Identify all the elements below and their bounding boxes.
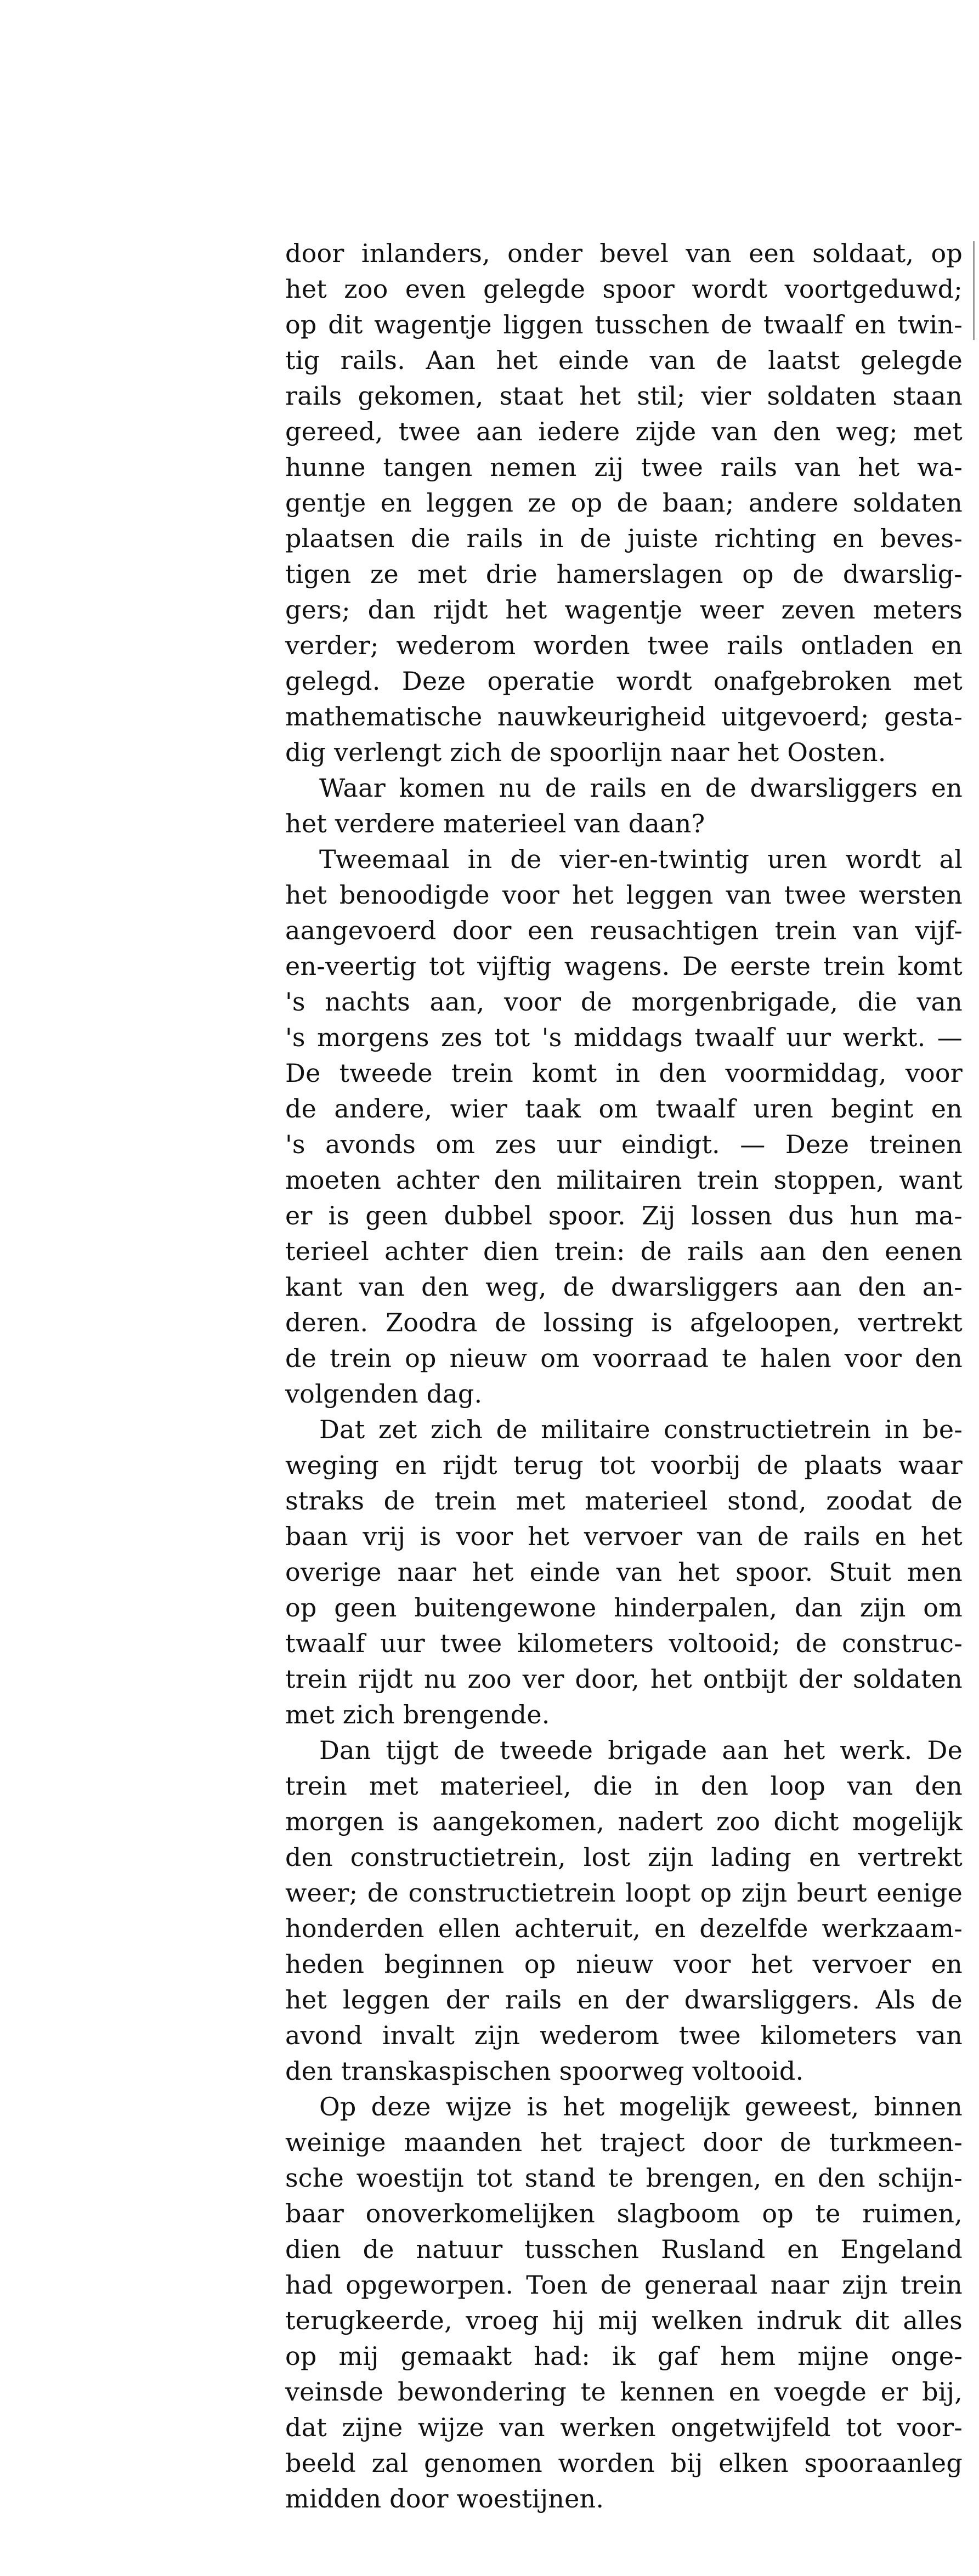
text-line: trein met materieel, die in den loop van den	[285, 1771, 963, 1801]
text-line: verder; wederom worden twee rails ontladen en	[285, 631, 963, 660]
text-line: 's morgens zes tot 's middags twaalf uur werkt. —	[285, 1023, 963, 1052]
text-line: op geen buitengewone hinderpalen, dan zijn om	[285, 1593, 963, 1622]
text-line: mathematische nauwkeurigheid uitgevoerd; gesta-	[285, 702, 963, 731]
text-line: straks de trein met materieel stond, zoodat de	[285, 1486, 963, 1516]
text-line: dien de natuur tusschen Rusland en Engeland	[285, 2234, 963, 2264]
text-line: baan vrij is voor het vervoer van de rails en het	[285, 1522, 963, 1551]
text-line: het verdere materieel van daan?	[285, 809, 705, 838]
text-line: tigen ze met drie hamerslagen op de dwarslig-	[285, 559, 963, 589]
text-line: weinige maanden het traject door de turkmeen-	[285, 2127, 963, 2157]
text-line: hunne tangen nemen zij twee rails van het wa-	[285, 452, 963, 482]
text-line: de andere, wier taak om twaalf uren begint en	[285, 1094, 963, 1124]
text-line: den transkaspischen spoorweg voltooid.	[285, 2056, 804, 2086]
text-line: 's nachts aan, voor de morgenbrigade, die van	[285, 987, 963, 1017]
text-line: moeten achter den militairen trein stoppen, want	[285, 1165, 963, 1195]
text-line: plaatsen die rails in de juiste richting en beves-	[285, 524, 963, 553]
text-line: Dan tijgt de tweede brigade aan het werk. De	[319, 1735, 963, 1765]
text-line: gentje en leggen ze op de baan; andere soldaten	[285, 488, 963, 518]
text-line: midden door woestijnen.	[285, 2484, 604, 2513]
text-line: twaalf uur twee kilometers voltooid; de construc-	[285, 1629, 963, 1658]
text-line: deren. Zoodra de lossing is afgeloopen, vertrekt	[285, 1308, 963, 1337]
text-line: Dat zet zich de militaire constructietrein in be-	[319, 1415, 963, 1444]
text-line: de trein op nieuw om voorraad te halen voor den	[285, 1343, 963, 1373]
text-line: Op deze wijze is het mogelijk geweest, binnen	[319, 2092, 963, 2121]
text-line: veinsde bewondering te kennen en voegde er bij,	[285, 2377, 963, 2407]
text-line: op dit wagentje liggen tusschen de twaalf en twin-	[285, 310, 963, 339]
text-line: tig rails. Aan het einde van de laatst gelegde	[285, 345, 963, 375]
text-line: den constructietrein, lost zijn lading en vertrekt	[285, 1842, 963, 1872]
text-line: terieel achter dien trein: de rails aan den eenen	[285, 1236, 963, 1266]
text-line: Waar komen nu de rails en de dwarsliggers en	[319, 773, 963, 803]
text-line: terugkeerde, vroeg hij mij welken indruk dit alles	[285, 2306, 963, 2335]
text-line: beeld zal genomen worden bij elken spooraanleg	[285, 2448, 963, 2478]
text-line: met zich brengende.	[285, 1700, 550, 1729]
text-line: en-veertig tot vijftig wagens. De eerste trein komt	[285, 951, 963, 981]
text-line: rails gekomen, staat het stil; vier soldaten staan	[285, 381, 963, 411]
text-line: volgenden dag.	[285, 1379, 483, 1409]
text-line: 's avonds om zes uur eindigt. — Deze treinen	[285, 1130, 963, 1159]
text-line: dig verlengt zich de spoorlijn naar het Oosten.	[285, 737, 886, 767]
text-line: door inlanders, onder bevel van een soldaat, op	[285, 239, 963, 268]
text-line: weer; de constructietrein loopt op zijn beurt eenige	[285, 1878, 963, 1908]
text-line: het leggen der rails en der dwarsliggers. Als de	[285, 1985, 963, 2015]
text-line: kant van den weg, de dwarsliggers aan den an-	[285, 1272, 963, 1302]
text-line: heden beginnen op nieuw voor het vervoer en	[285, 1949, 963, 1979]
text-line: trein rijdt nu zoo ver door, het ontbijt der soldaten	[285, 1664, 963, 1694]
text-line: avond invalt zijn wederom twee kilometers van	[285, 2021, 963, 2050]
text-line: dat zijne wijze van werken ongetwijfeld tot voor-	[285, 2413, 963, 2442]
text-line: het benoodigde voor het leggen van twee wersten	[285, 880, 963, 910]
text-line: gelegd. Deze operatie wordt onafgebroken met	[285, 666, 963, 696]
text-line: Tweemaal in de vier-en-twintig uren wordt al	[319, 844, 963, 874]
text-line: er is geen dubbel spoor. Zij lossen dus hun ma-	[285, 1201, 963, 1230]
text-line: weging en rijdt terug tot voorbij de plaats waar	[285, 1450, 963, 1480]
text-line: sche woestijn tot stand te brengen, en den schijn-	[285, 2163, 963, 2193]
text-line: overige naar het einde van het spoor. Stuit men	[285, 1557, 963, 1587]
text-line: het zoo even gelegde spoor wordt voortgeduwd;	[285, 274, 963, 304]
text-line: baar onoverkomelijken slagboom op te ruimen,	[285, 2199, 963, 2228]
text-line: gers; dan rijdt het wagentje weer zeven meters	[285, 595, 963, 625]
body-text	[285, 236, 963, 2517]
text-line: De tweede trein komt in den voormiddag, voor	[285, 1058, 963, 1088]
text-line: aangevoerd door een reusachtigen trein van vijf-	[285, 916, 963, 945]
text-line: op mij gemaakt had: ik gaf hem mijne onge-	[285, 2341, 963, 2371]
text-line: had opgeworpen. Toen de generaal naar zijn trein	[285, 2270, 963, 2300]
text-line: honderden ellen achteruit, en dezelfde werkzaam-	[285, 1914, 963, 1943]
text-line: gereed, twee aan iedere zijde van den weg; met	[285, 417, 963, 446]
text-line: morgen is aangekomen, nadert zoo dicht mogelijk	[285, 1807, 963, 1836]
page-edge-mark	[973, 241, 975, 340]
